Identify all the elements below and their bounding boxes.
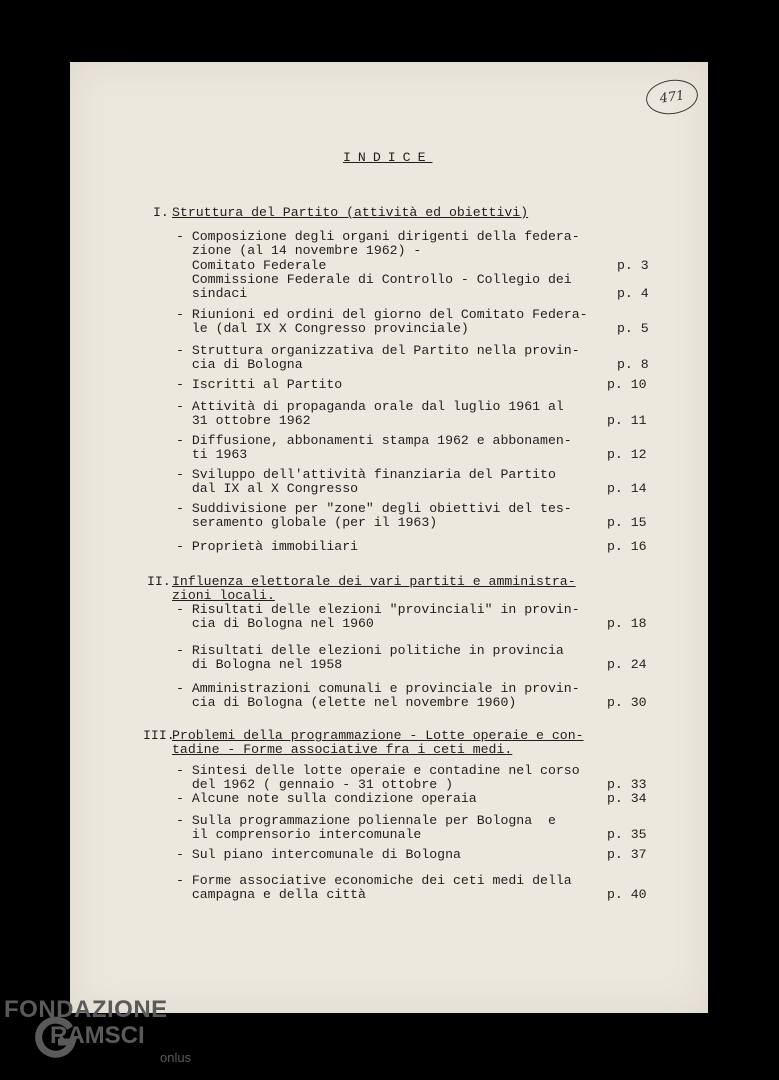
- page-reference: p. 33: [607, 777, 647, 793]
- page-reference: p. 24: [607, 657, 647, 673]
- toc-entry-line: - Sintesi delle lotte operaie e contadine nel corso: [176, 763, 580, 778]
- toc-entry-line: sindaci: [176, 286, 248, 302]
- section-numeral: III.: [143, 728, 175, 743]
- page-reference: p. 5: [617, 321, 649, 337]
- toc-entry-line: campagna e della città: [176, 887, 366, 903]
- page-reference: p. 37: [607, 847, 647, 862]
- toc-entry-line: - Struttura organizzativa del Partito nella provin-: [176, 343, 580, 358]
- section-heading: Struttura del Partito (attività ed obiettivi): [172, 205, 529, 220]
- toc-entry-line: - Diffusione, abbonamenti stampa 1962 e abbonamen-: [176, 433, 572, 448]
- page-reference: p. 14: [607, 481, 647, 497]
- logo-line2: RAMSCI: [50, 1022, 145, 1049]
- toc-entry-line: 31 ottobre 1962: [176, 413, 311, 429]
- toc-entry-line: - Alcune note sulla condizione operaia: [176, 791, 477, 806]
- toc-entry-line: Commissione Federale di Controllo - Collegio dei: [176, 271, 572, 287]
- page-reference: p. 15: [607, 515, 647, 531]
- toc-entry-line: - Sulla programmazione poliennale per Bologna e: [176, 813, 556, 828]
- toc-entry-line: - Iscritti al Partito: [176, 377, 343, 392]
- page-reference: p. 18: [607, 616, 647, 632]
- watermark-logo: [4, 996, 194, 1072]
- toc-entry-line: cia di Bologna (elette nel novembre 1960): [176, 695, 517, 711]
- toc-entry-line: dal IX al X Congresso: [176, 481, 359, 497]
- toc-entry-line: il comprensorio intercomunale: [176, 827, 422, 843]
- toc-entry-line: - Forme associative economiche dei ceti medi della: [176, 873, 572, 888]
- page-reference: p. 4: [617, 286, 649, 302]
- toc-entry-line: le (dal IX X Congresso provinciale): [176, 321, 469, 337]
- page-reference: p. 40: [607, 887, 647, 903]
- toc-entry-line: - Proprietà immobiliari: [176, 539, 359, 554]
- page-reference: p. 3: [617, 257, 649, 273]
- page-reference: p. 16: [607, 539, 647, 554]
- toc-entry-line: - Attività di propaganda orale dal luglio 1961 al: [176, 399, 564, 414]
- section-heading: zioni locali.: [172, 588, 275, 604]
- logo-line1: FONDAZIONE: [4, 996, 168, 1023]
- toc-entry-line: - Suddivisione per "zone" degli obiettivi del tes-: [176, 501, 572, 516]
- page-reference: p. 12: [607, 447, 647, 463]
- toc-entry-line: zione (al 14 novembre 1962) -: [176, 243, 422, 259]
- page-reference: p. 10: [607, 377, 647, 392]
- toc-entry-line: cia di Bologna: [176, 357, 303, 373]
- document-page: [70, 62, 708, 1013]
- section-numeral: II.: [147, 574, 171, 589]
- toc-entry-line: di Bologna nel 1958: [176, 657, 343, 673]
- page-title: INDICE: [343, 150, 433, 165]
- toc-entry-line: cia di Bologna nel 1960: [176, 616, 374, 632]
- page-reference: p. 30: [607, 695, 647, 711]
- toc-entry-line: Comitato Federale: [176, 257, 327, 273]
- toc-entry-line: - Amministrazioni comunali e provinciale in provin-: [176, 681, 580, 696]
- toc-entry-line: - Sviluppo dell'attività finanziaria del Partito: [176, 467, 556, 482]
- archive-stamp: 471: [644, 77, 700, 118]
- page-reference: p. 35: [607, 827, 647, 843]
- toc-entry-line: del 1962 ( gennaio - 31 ottobre ): [176, 777, 453, 793]
- toc-entry-line: seramento globale (per il 1963): [176, 515, 438, 531]
- toc-entry-line: ti 1963: [176, 447, 248, 463]
- section-heading: tadine - Forme associative fra i ceti medi.: [172, 742, 513, 758]
- section-heading: Problemi della programmazione - Lotte operaie e con-: [172, 728, 584, 743]
- logo-onlus: onlus: [160, 1050, 192, 1065]
- page-reference: p. 8: [617, 357, 649, 373]
- toc-entry-line: - Risultati delle elezioni politiche in provincia: [176, 643, 564, 658]
- page-reference: p. 34: [607, 791, 647, 806]
- toc-entry-line: - Composizione degli organi dirigenti della federa-: [176, 229, 580, 244]
- toc-entry-line: - Sul piano intercomunale di Bologna: [176, 847, 461, 862]
- toc-entry-line: - Riunioni ed ordini del giorno del Comitato Federa-: [176, 307, 588, 322]
- section-numeral: I.: [153, 205, 169, 220]
- toc-entry-line: - Risultati delle elezioni "provinciali" in provin-: [176, 602, 580, 617]
- page-reference: p. 11: [607, 413, 647, 429]
- section-heading: Influenza elettorale dei vari partiti e amministra-: [172, 574, 576, 589]
